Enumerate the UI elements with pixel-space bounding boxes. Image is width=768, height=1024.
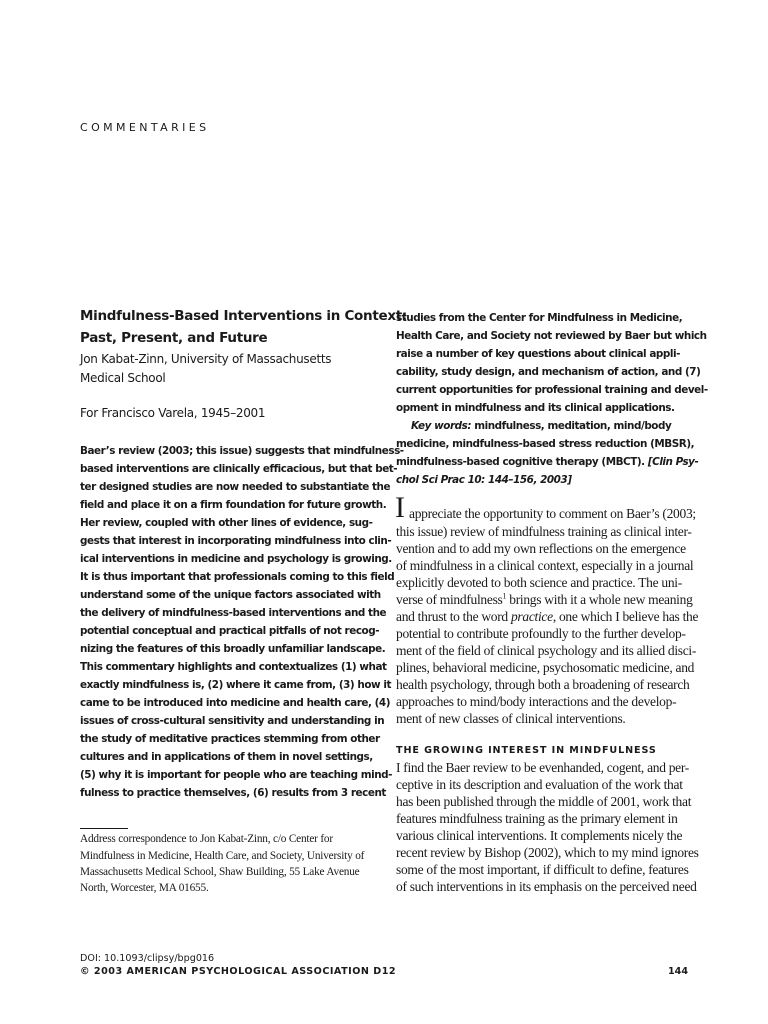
article-subtitle: Past, Present, and Future: [80, 330, 268, 346]
abstract-line: came to be introduced into medicine and health care, (4): [80, 697, 391, 709]
body-line: health psychology, through both a broadening of research: [396, 677, 690, 692]
abstract-line: ical interventions in medicine and psychology is growing.: [80, 553, 392, 565]
abstract-line: current opportunities for professional training and devel-: [396, 384, 708, 396]
body-line: [396, 609, 698, 625]
body-text: brings with it a whole new meaning: [506, 592, 693, 607]
abstract-line: opment in mindfulness and its clinical applications.: [396, 402, 675, 414]
citation: chol Sci Prac 10: 144–156, 2003]: [396, 474, 572, 486]
abstract-line: fulness to practice themselves, (6) results from 3 recent: [80, 787, 386, 799]
body-line: [396, 592, 693, 608]
footnote-rule: [80, 828, 128, 829]
body-line: of mindfulness in a clinical context, especially in a journal: [396, 558, 694, 573]
keywords-line: [396, 456, 698, 468]
emphasis-text: practice: [510, 609, 553, 624]
body-line: features mindfulness training as the primary element in: [396, 811, 678, 826]
abstract-line: field and place it on a firm foundation for future growth.: [80, 499, 387, 511]
abstract-line: Health Care, and Society not reviewed by Baer but which: [396, 330, 707, 342]
abstract-line: raise a number of key questions about clinical appli-: [396, 348, 680, 360]
copyright: © 2003 AMERICAN PSYCHOLOGICAL ASSOCIATION D12: [80, 966, 397, 977]
abstract-line: based interventions are clinically efficacious, but that bet-: [80, 463, 398, 475]
article-title: Mindfulness-Based Interventions in Context:: [80, 308, 408, 324]
abstract-line: (5) why it is important for people who are teaching mind-: [80, 769, 393, 781]
footnote-line: Massachusetts Medical School, Shaw Building, 55 Lake Avenue: [80, 866, 360, 878]
abstract-line: potential conceptual and practical pitfalls of not recog-: [80, 625, 380, 637]
keywords-line: medicine, mindfulness-based stress reduction (MBSR),: [396, 438, 695, 450]
body-line: some of the most important, if difficult to define, features: [396, 862, 689, 877]
body-line: potential to contribute profoundly to the further develop-: [396, 626, 686, 641]
body-text: , one which I believe has the: [552, 609, 699, 624]
abstract-line: gests that interest in incorporating mindfulness into clin-: [80, 535, 392, 547]
abstract-line: nizing the features of this broadly unfamiliar landscape.: [80, 643, 386, 655]
footnote-line: North, Worcester, MA 01655.: [80, 882, 209, 894]
drop-cap: I: [395, 491, 405, 524]
abstract-line: cability, study design, and mechanism of action, and (7): [396, 366, 701, 378]
body-line: plines, behavioral medicine, psychosomatic medicine, and: [396, 660, 695, 675]
author-line: Jon Kabat-Zinn, University of Massachusetts: [80, 352, 332, 366]
keywords-text: mindfulness-based cognitive therapy (MBCT).: [396, 456, 645, 468]
abstract-line: understand some of the unique factors associated with: [80, 589, 381, 601]
footnote-line: Address correspondence to Jon Kabat-Zinn, c/o Center for: [80, 833, 333, 845]
body-line: vention and to add my own reflections on the emergence: [396, 541, 686, 556]
body-text: and thrust to the word: [396, 609, 511, 624]
body-line: explicitly devoted to both science and practice. The uni-: [396, 575, 682, 590]
citation: [Clin Psy-: [647, 456, 699, 468]
abstract-line: Her review, coupled with other lines of evidence, sug-: [80, 517, 373, 529]
keywords-line: [411, 420, 671, 432]
abstract-line: issues of cross-cultural sensitivity and understanding in: [80, 715, 385, 727]
doi: DOI: 10.1093/clipsy/bpg016: [80, 953, 215, 964]
body-line: ment of the field of clinical psychology and its allied disci-: [396, 643, 697, 658]
body-line: approaches to mind/body interactions and the develop-: [396, 694, 677, 709]
body-line: of such interventions in its emphasis on the perceived need: [396, 879, 697, 894]
body-line: ceptive in its description and evaluation of the work that: [396, 777, 683, 792]
abstract-line: cultures and in applications of them in novel settings,: [80, 751, 373, 763]
body-line: various clinical interventions. It complements nicely the: [396, 828, 683, 843]
keywords-text: mindfulness, meditation, mind/body: [474, 420, 672, 432]
body-line: this issue) review of mindfulness training as clinical inter-: [396, 524, 692, 539]
section-heading: THE GROWING INTEREST IN MINDFULNESS: [396, 745, 657, 756]
body-line: I find the Baer review to be evenhanded, cogent, and per-: [396, 760, 689, 775]
abstract-line: ter designed studies are now needed to substantiate the: [80, 481, 391, 493]
abstract-line: the study of meditative practices stemming from other: [80, 733, 380, 745]
footnote-line: Mindfulness in Medicine, Health Care, and Society, University of: [80, 850, 365, 862]
abstract-line: This commentary highlights and contextualizes (1) what: [80, 661, 387, 673]
section-label: COMMENTARIES: [80, 121, 210, 134]
author-affiliation-line: Medical School: [80, 371, 166, 385]
body-line: has been published through the middle of 2001, work that: [396, 794, 692, 809]
abstract-line: exactly mindfulness is, (2) where it came from, (3) how it: [80, 679, 391, 691]
dedication: For Francisco Varela, 1945–2001: [80, 406, 266, 420]
body-line: recent review by Bishop (2002), which to my mind ignores: [396, 845, 699, 860]
body-text: verse of mindfulness: [396, 592, 503, 607]
footnote-mark: 1: [502, 591, 507, 601]
abstract-line: Baer’s review (2003; this issue) suggests that mindfulness-: [80, 445, 404, 457]
body-line: appreciate the opportunity to comment on Baer’s (2003;: [409, 506, 696, 521]
body-line: ment of new classes of clinical interventions.: [396, 711, 626, 726]
page-number: 144: [667, 966, 688, 977]
abstract-line: It is thus important that professionals coming to this field: [80, 571, 395, 583]
abstract-line: the delivery of mindfulness-based interventions and the: [80, 607, 387, 619]
keywords-label: Key words:: [411, 420, 472, 432]
abstract-line: studies from the Center for Mindfulness in Medicine,: [396, 312, 683, 324]
